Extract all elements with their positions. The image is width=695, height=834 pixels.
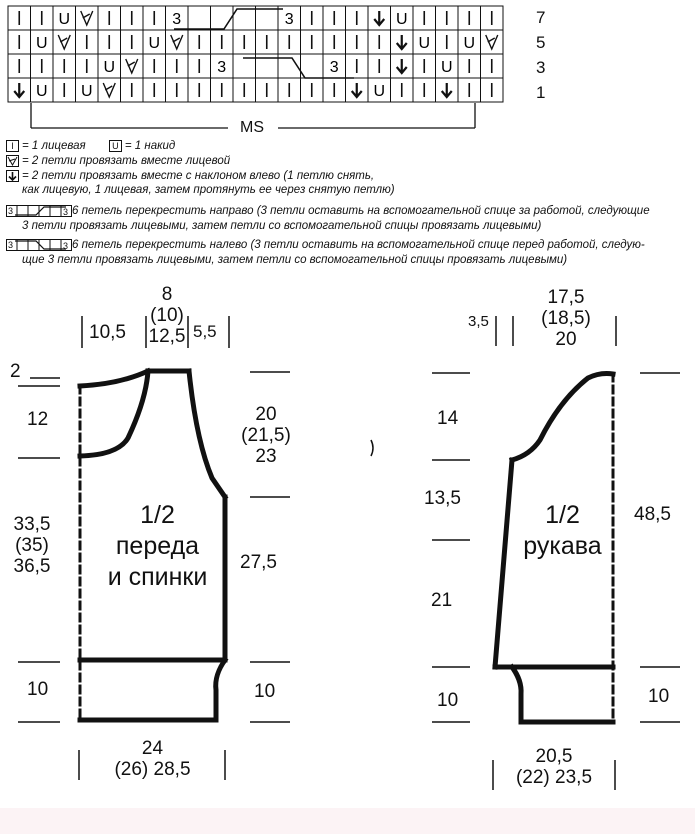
body-armhole xyxy=(189,371,225,497)
cable-count-mark: 3 xyxy=(329,59,339,76)
sleeve-top-l1: 17,5 xyxy=(547,287,585,308)
neck-width-top: 8 xyxy=(161,284,173,305)
top-left-width: 10,5 xyxy=(89,322,126,343)
neck-depth: 2 xyxy=(10,361,21,382)
body-title-line1: 1/2 xyxy=(140,501,175,529)
yarn-over-mark: U xyxy=(395,11,408,28)
cable-count-mark: 3 xyxy=(172,11,182,28)
cross-right-num-b: 3 xyxy=(63,207,69,217)
neck-width-l1: (10) xyxy=(150,305,184,326)
body-rib-side xyxy=(216,660,225,719)
sleeve-cap xyxy=(512,374,613,461)
legend-k2tog-text: = 2 петли провязать вместе лицевой xyxy=(22,155,231,168)
yarn-over-mark: U xyxy=(373,83,386,100)
armhole-right-l1: 20 xyxy=(255,404,277,425)
body-neckline xyxy=(80,371,148,386)
row-label-3: 3 xyxy=(536,58,546,77)
center-mark xyxy=(371,440,373,456)
sleeve-bottom-l1: 20,5 xyxy=(535,746,573,767)
legend-cross-left-cont: щие 3 петли провязать лицевыми, затем петли со вспомогательной спицы провязать лицевыми) xyxy=(22,254,568,266)
yarn-over-mark: U xyxy=(35,35,48,52)
legend-knit-text: = 1 лицевая xyxy=(22,140,86,153)
yarn-over-mark: U xyxy=(35,83,48,100)
sleeve-cuff-side xyxy=(512,667,521,722)
yarn-over-symbol: U xyxy=(109,140,122,152)
yarn-over-mark: U xyxy=(440,59,453,76)
sleeve-bottom-width xyxy=(493,746,615,788)
legend-cross-right-text-1: 6 петель перекрестить направо (3 петли оставить на вспомогательной спице за работой, следующие xyxy=(72,205,650,218)
row-label-1: 1 xyxy=(536,83,546,102)
cross-left-num-a: 3 xyxy=(8,240,14,250)
legend-cross-left-text-1: 6 петель перекрестить налево (3 петли оставить на вспомогательной спице перед работой, следую- xyxy=(72,239,645,252)
rib-right: 10 xyxy=(254,681,276,702)
armhole-right-l3: 23 xyxy=(255,446,277,467)
sleeve-bottom-l2: (22) 23,5 xyxy=(515,767,593,788)
sleeve-top-small: 3,5 xyxy=(468,313,489,330)
legend-ssk-cont: как лицевую, 1 лицевая, затем протянуть ее через снятую петлю) xyxy=(22,184,395,196)
sleeve-top-width xyxy=(518,287,614,350)
yarn-over-mark: U xyxy=(418,35,431,52)
armhole-left: 12 xyxy=(27,409,49,430)
body-length-l3: 36,5 xyxy=(13,556,51,577)
legend-ssk-text-1: = 2 петли провязать вместе с наклоном влево (1 петлю снять, xyxy=(22,170,375,183)
legend-cross-right-cont: 3 петли провязать лицевыми, затем петли со вспомогательной спицы провязать лицевыми) xyxy=(22,220,542,232)
bottom-width-l1: 24 xyxy=(141,738,164,759)
sleeve-cap-height: 14 xyxy=(437,408,459,429)
sleeve-cuff-right: 10 xyxy=(648,686,670,707)
sleeve-top-l2: (18,5) xyxy=(541,308,591,329)
sleeve-cuff-left: 10 xyxy=(437,690,459,711)
bottom-band xyxy=(0,808,695,834)
body-length-right: 27,5 xyxy=(240,552,277,573)
shoulder-width: 5,5 xyxy=(193,322,217,341)
row-label-7: 7 xyxy=(536,8,546,27)
sleeve-top-l3: 20 xyxy=(555,329,577,350)
body-length-l1: 33,5 xyxy=(13,514,51,535)
sleeve-lower-height: 21 xyxy=(431,590,453,611)
body-title-line3: и спинки xyxy=(107,563,208,591)
cable-count-mark: 3 xyxy=(217,59,227,76)
yarn-over-mark: U xyxy=(58,11,71,28)
sleeve-total-height: 48,5 xyxy=(634,504,671,525)
bottom-width-l2: (26) 28,5 xyxy=(114,759,191,780)
ms-label: MS xyxy=(240,119,264,136)
body-title-line2: переда xyxy=(115,532,200,560)
body-length-l2: (35) xyxy=(15,535,49,556)
neck-width-l2: 12,5 xyxy=(148,326,186,347)
armhole-right xyxy=(236,404,296,467)
row-label-5: 5 xyxy=(536,33,546,52)
knit-symbol: I xyxy=(6,140,19,152)
sleeve-title xyxy=(505,500,620,562)
body-title xyxy=(95,500,220,593)
neck-width xyxy=(146,284,188,347)
yarn-over-mark: U xyxy=(80,83,93,100)
sleeve-underarm xyxy=(495,460,512,667)
sleeve-upper-height: 13,5 xyxy=(424,488,461,509)
cross-right-num-a: 3 xyxy=(8,206,14,216)
armhole-right-l2: (21,5) xyxy=(241,425,291,446)
yarn-over-mark: U xyxy=(148,35,161,52)
body-length-left xyxy=(2,514,62,577)
sleeve-title-line2: рукава xyxy=(523,532,602,560)
legend-yo-text: = 1 накид xyxy=(124,140,176,153)
yarn-over-mark: U xyxy=(103,59,116,76)
rib-left: 10 xyxy=(27,679,49,700)
yarn-over-mark: U xyxy=(463,35,476,52)
sleeve-title-line1: 1/2 xyxy=(545,501,580,529)
cross-left-num-b: 3 xyxy=(63,241,69,251)
bottom-width xyxy=(80,738,225,780)
cable-count-mark: 3 xyxy=(284,11,294,28)
